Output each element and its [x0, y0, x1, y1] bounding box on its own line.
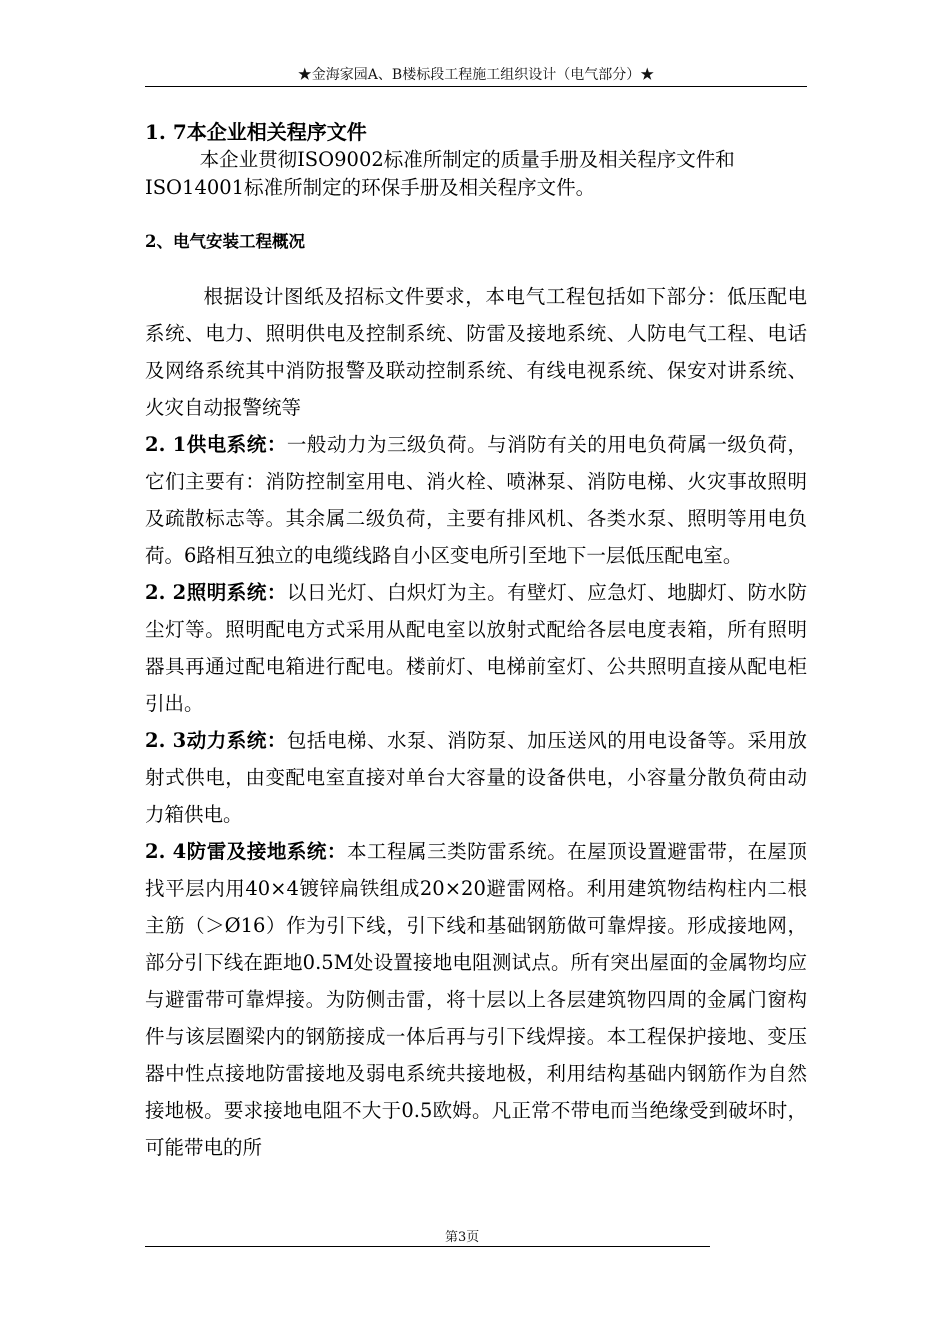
- subsection-2-4-text: 本工程属三类防雷系统。在屋顶设置避雷带，在屋顶找平层内用40×4镀锌扁铁组成20×20避雷网格。利用建筑物结构柱内二根主筋（＞Ø16）作为引下线，引下线和基础钢筋做可靠焊接。形成接地网，部分引下线在距地0.5M处设置接地电阻测试点。所有突出屋面的金属物均应与避雷带可靠焊接。为防侧击雷，将十层以上各层建筑物四周的金属门窗构件与该层圈梁内的钢筋接成一体后再与引下线焊接。本工程保护接地、变压器中性点接地防雷接地及弱电系统共接地极，利用结构基础内钢筋作为自然接地极。要求接地电阻不大于0.5欧姆。凡正常不带电而当绝缘受到破坏时，可能带电的所: [145, 840, 807, 1159]
- subsection-2-1-paragraph: [145, 426, 807, 574]
- page-header-title: ★金海家园A、B楼标段工程施工组织设计（电气部分）★: [297, 67, 655, 83]
- header-divider: [145, 86, 807, 87]
- page-number: 第3页: [445, 1230, 480, 1245]
- subsection-2-2-label: 2. 2照明系统：: [145, 581, 287, 604]
- subsection-2-2-text: 以日光灯、白炽灯为主。有壁灯、应急灯、地脚灯、防水防尘灯等。照明配电方式采用从配电室以放射式配给各层电度表箱，所有照明器具再通过配电箱进行配电。楼前灯、电梯前室灯、公共照明直接从配电柜引出。: [145, 581, 807, 715]
- subsection-2-3-paragraph: [145, 722, 807, 833]
- section-1-7-paragraph: 本企业贯彻ISO9002标准所制定的质量手册及相关程序文件和ISO14001标准所制定的环保手册及相关程序文件。: [145, 148, 735, 199]
- subsection-2-2-paragraph: [145, 574, 807, 722]
- subsection-2-3-label: 2. 3动力系统：: [145, 729, 287, 752]
- subsection-2-1-text: 一般动力为三级负荷。与消防有关的用电负荷属一级负荷，它们主要有：消防控制室用电、消火栓、喷淋泵、消防电梯、火灾事故照明及疏散标志等。其余属二级负荷，主要有排风机、各类水泵、照明等用电负荷。6路相互独立的电缆线路自小区变电所引至地下一层低压配电室。: [145, 433, 807, 567]
- section-2-heading: 2、电气安装工程概况: [145, 232, 305, 251]
- document-body: [145, 118, 807, 1166]
- section-2-intro-paragraph: 根据设计图纸及招标文件要求，本电气工程包括如下部分：低压配电系统、电力、照明供电及控制系统、防雷及接地系统、人防电气工程、电话及网络系统其中消防报警及联动控制系统、有线电视系统、保安对讲系统、火灾自动报警统等: [145, 285, 807, 419]
- subsection-2-4-paragraph: [145, 833, 807, 1166]
- subsection-2-4-label: 2. 4防雷及接地系统：: [145, 840, 347, 863]
- subsection-2-1-label: 2. 1供电系统：: [145, 433, 287, 456]
- section-1-7-heading: 1. 7本企业相关程序文件: [145, 120, 367, 144]
- footer-divider: [145, 1246, 710, 1247]
- subsection-2-3-text: 包括电梯、水泵、消防泵、加压送风的用电设备等。采用放射式供电，由变配电室直接对单台大容量的设备供电，小容量分散负荷由动力箱供电。: [145, 729, 807, 826]
